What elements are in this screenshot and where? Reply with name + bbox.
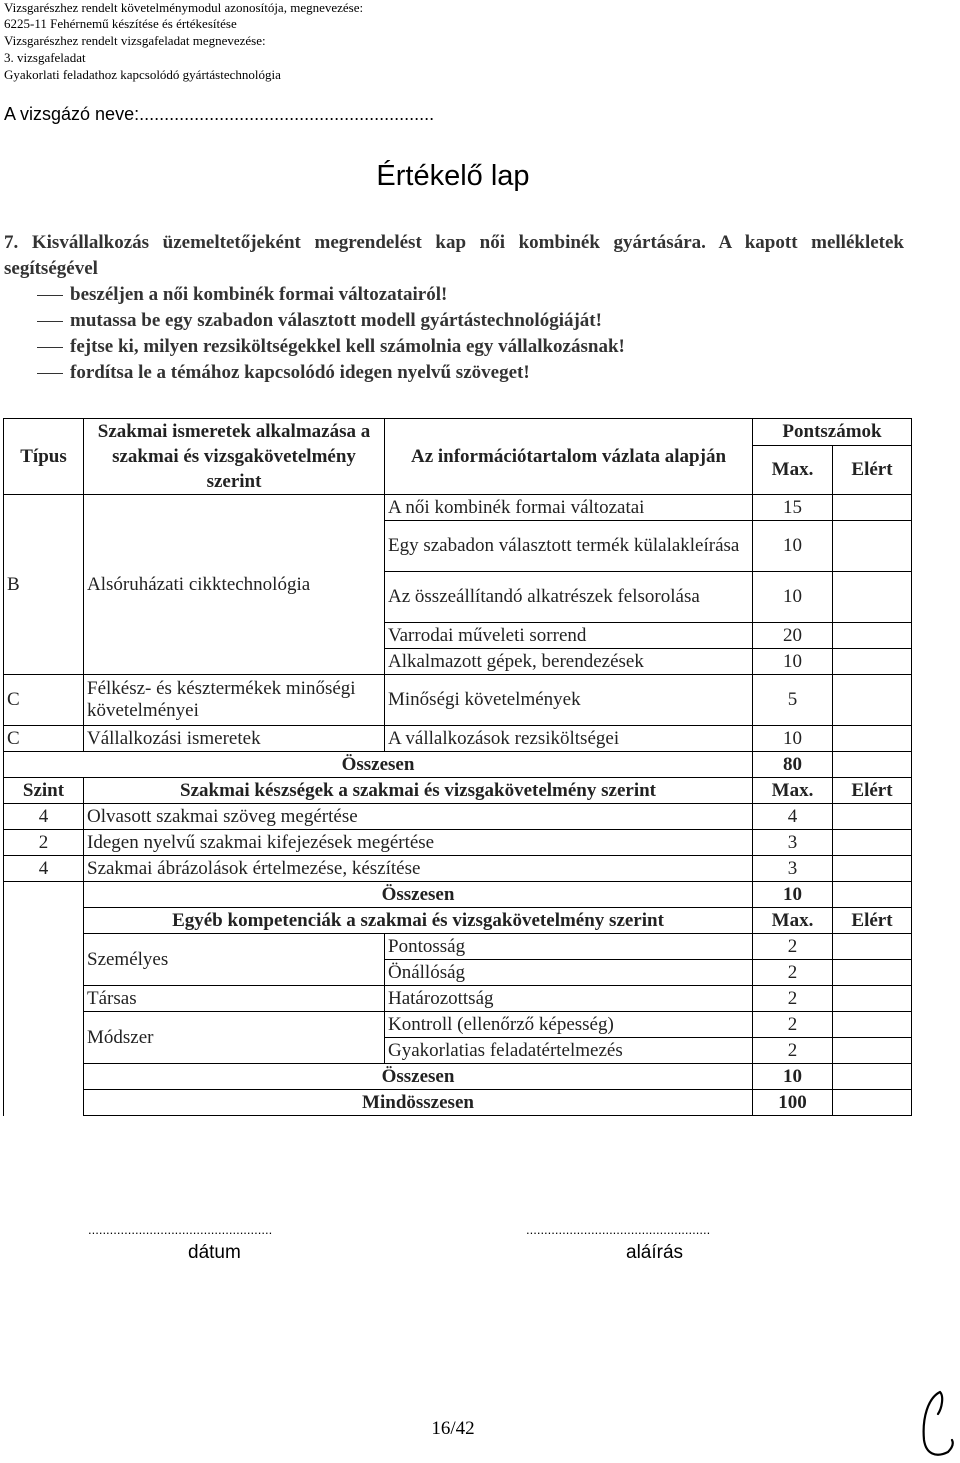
b-item-3: Az összeállítandó alkatrészek felsorolása	[385, 572, 753, 623]
c1-elert[interactable]	[833, 675, 912, 726]
c2-elert[interactable]	[833, 726, 912, 752]
b-elert-5[interactable]	[833, 649, 912, 675]
head-info: Az információtartalom vázlata alapján	[385, 419, 753, 495]
skills-head-elert: Elért	[833, 778, 912, 804]
skill-level-3: 4	[4, 856, 84, 882]
grand-total-label: Mindösszesen	[84, 1090, 753, 1116]
c2-item: A vállalkozások rezsiköltségei	[385, 726, 753, 752]
total-1-value: 80	[753, 752, 833, 778]
comp-onallosag: Önállóság	[385, 960, 753, 986]
type-c-1: C	[4, 675, 84, 726]
skill-max-3: 3	[753, 856, 833, 882]
candidate-name-line: A vizsgázó neve:...........................................................	[4, 104, 435, 124]
b-elert-3[interactable]	[833, 572, 912, 623]
skill-item-2: Idegen nyelvű szakmai kifejezések megértése	[84, 830, 753, 856]
comp-gyakorlatias-elert[interactable]	[833, 1038, 912, 1064]
comp-gyakorlatias: Gyakorlatias feladatértelmezés	[385, 1038, 753, 1064]
comp-head-title: Egyéb kompetenciák a szakmai és vizsgakövetelmény szerint	[84, 908, 753, 934]
total-1-label: Összesen	[4, 752, 753, 778]
b-max-2: 10	[753, 521, 833, 572]
comp-gyakorlatias-max: 2	[753, 1038, 833, 1064]
comp-hatarozottsag-elert[interactable]	[833, 986, 912, 1012]
comp-kontroll-max: 2	[753, 1012, 833, 1038]
header-line-3: Vizsgarészhez rendelt vizsgafeladat megnevezése:	[4, 33, 266, 48]
c1-item: Minőségi követelmények	[385, 675, 753, 726]
head-elert: Elért	[833, 446, 912, 495]
c2-max: 10	[753, 726, 833, 752]
comp-pontossag: Pontosság	[385, 934, 753, 960]
skill-max-2: 3	[753, 830, 833, 856]
b-max-3: 10	[753, 572, 833, 623]
comp-pontossag-max: 2	[753, 934, 833, 960]
b-item-5: Alkalmazott gépek, berendezések	[385, 649, 753, 675]
comp-pontossag-elert[interactable]	[833, 934, 912, 960]
type-b: B	[4, 495, 84, 675]
page-number: 16/42	[431, 1418, 475, 1439]
skill-item-3: Szakmai ábrázolások értelmezése, készítése	[84, 856, 753, 882]
c1-max: 5	[753, 675, 833, 726]
evaluation-table	[3, 418, 912, 1116]
dash-icon	[37, 321, 63, 322]
b-item-4: Varrodai műveleti sorrend	[385, 623, 753, 649]
task-bullet-4: fordítsa le a témához kapcsolódó idegen nyelvű szöveget!	[4, 360, 904, 386]
b-max-4: 20	[753, 623, 833, 649]
comp-head-elert: Elért	[833, 908, 912, 934]
skills-head-title: Szakmai készségek a szakmai és vizsgakövetelmény szerint	[84, 778, 753, 804]
type-c-2: C	[4, 726, 84, 752]
b-elert-1[interactable]	[833, 495, 912, 521]
date-label: dátum	[188, 1242, 241, 1263]
total-1-elert[interactable]	[833, 752, 912, 778]
total-3-label: Összesen	[84, 1064, 753, 1090]
comp-modszer: Módszer	[84, 1012, 385, 1064]
header-line-2: 6225-11 Fehérnemű készítése és értékesítése	[4, 16, 237, 31]
handwritten-initial-mark	[918, 1388, 956, 1460]
skill-max-1: 4	[753, 804, 833, 830]
dash-icon	[37, 295, 63, 296]
comp-onallosag-elert[interactable]	[833, 960, 912, 986]
total-3-value: 10	[753, 1064, 833, 1090]
head-szakmai: Szakmai ismeretek alkalmazása a szakmai és vizsgakövetelmény szerint	[84, 419, 385, 495]
date-dots: ...................................................	[88, 1222, 273, 1237]
head-max: Max.	[753, 446, 833, 495]
comp-kontroll: Kontroll (ellenőrző képesség)	[385, 1012, 753, 1038]
comp-onallosag-max: 2	[753, 960, 833, 986]
skills-head-max: Max.	[753, 778, 833, 804]
total-2-elert[interactable]	[833, 882, 912, 908]
signature-label: aláírás	[626, 1242, 684, 1263]
skill-elert-3[interactable]	[833, 856, 912, 882]
skill-level-1: 4	[4, 804, 84, 830]
comp-hatarozottsag: Határozottság	[385, 986, 753, 1012]
comp-tarsas: Társas	[84, 986, 385, 1012]
page-title: Értékelő lap	[376, 160, 530, 192]
header-line-1: Vizsgarészhez rendelt követelménymodul azonosítója, megnevezése:	[4, 0, 364, 15]
total-3-elert[interactable]	[833, 1064, 912, 1090]
b-elert-2[interactable]	[833, 521, 912, 572]
grand-total-value: 100	[753, 1090, 833, 1116]
comp-hatarozottsag-max: 2	[753, 986, 833, 1012]
subject-c-2: Vállalkozási ismeretek	[84, 726, 385, 752]
subject-c-1: Félkész- és késztermékek minőségi követelményei	[84, 675, 385, 726]
dash-icon	[37, 347, 63, 348]
signature-dots: ...................................................	[526, 1222, 711, 1237]
task-bullet-1: beszéljen a női kombinék formai változatairól!	[4, 282, 904, 308]
task-bullet-2: mutassa be egy szabadon választott modell gyártástechnológiáját!	[4, 308, 904, 334]
header-line-4: 3. vizsgafeladat	[4, 50, 86, 65]
header-line-5: Gyakorlati feladathoz kapcsolódó gyártástechnológia	[4, 67, 281, 82]
left-margin-cell	[4, 882, 84, 1116]
b-item-1: A női kombinék formai változatai	[385, 495, 753, 521]
dash-icon	[37, 373, 63, 374]
grand-total-elert[interactable]	[833, 1090, 912, 1116]
skill-elert-1[interactable]	[833, 804, 912, 830]
head-pontszamok: Pontszámok	[753, 419, 912, 446]
comp-head-max: Max.	[753, 908, 833, 934]
skill-item-1: Olvasott szakmai szöveg megértése	[84, 804, 753, 830]
total-2-label: Összesen	[84, 882, 753, 908]
task-description	[4, 230, 904, 386]
task-bullet-3: fejtse ki, milyen rezsiköltségekkel kell számolnia egy vállalkozásnak!	[4, 334, 904, 360]
skills-head-szint: Szint	[4, 778, 84, 804]
total-2-value: 10	[753, 882, 833, 908]
skill-elert-2[interactable]	[833, 830, 912, 856]
comp-szemelyes: Személyes	[84, 934, 385, 986]
skill-level-2: 2	[4, 830, 84, 856]
b-max-1: 15	[753, 495, 833, 521]
subject-b: Alsóruházati cikktechnológia	[84, 495, 385, 675]
b-max-5: 10	[753, 649, 833, 675]
b-item-2: Egy szabadon választott termék külalakleírása	[385, 521, 753, 572]
task-intro: 7. Kisvállalkozás üzemeltetőjeként megrendelést kap női kombinék gyártására. A kapott mellékletek segítségével	[4, 232, 904, 279]
b-elert-4[interactable]	[833, 623, 912, 649]
head-tipus: Típus	[4, 419, 84, 495]
comp-kontroll-elert[interactable]	[833, 1012, 912, 1038]
